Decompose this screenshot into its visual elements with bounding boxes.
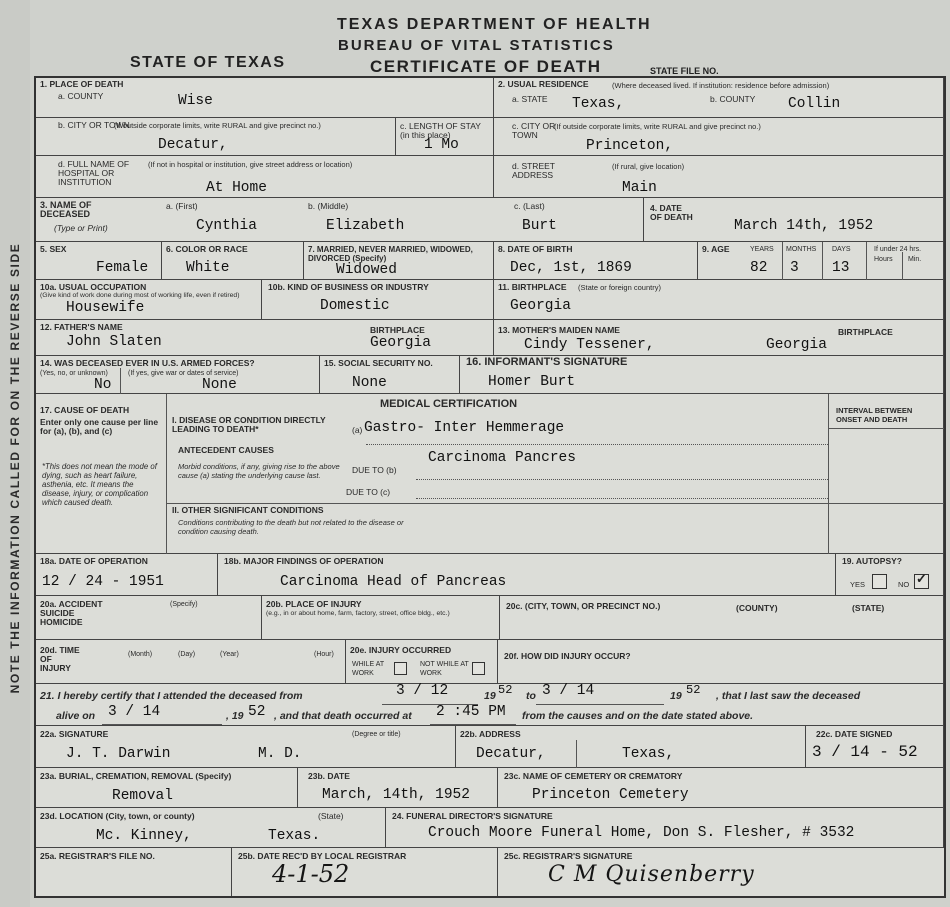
birthplace-label: 11. BIRTHPLACE: [498, 282, 567, 292]
injury-city-box: [500, 596, 944, 640]
injury-occurred-label: 20e. INJURY OCCURRED: [350, 645, 452, 655]
residence-city-label: c. CITY OR TOWN: [512, 121, 556, 140]
registrar-signature-value: C M Quisenberry: [548, 862, 755, 887]
burial-removal-label: 23a. BURIAL, CREMATION, REMOVAL (Specify): [40, 771, 232, 781]
to-year-value: 52: [686, 683, 701, 697]
death-time-value: 2 :45 PM: [436, 704, 506, 720]
birth-date-box: [494, 242, 698, 280]
medical-certification-box: [36, 394, 944, 554]
residence-street-box: [494, 156, 944, 198]
funeral-director-label: 24. FUNERAL DIRECTOR'S SIGNATURE: [392, 811, 553, 821]
death-occurred-label: , and that death occurred at: [274, 710, 412, 722]
death-county-box: [36, 78, 494, 118]
length-of-stay-value: 1 Mo: [424, 137, 459, 153]
deceased-name-label: 3. NAME OF DECEASED: [40, 200, 92, 219]
occupation-box: [36, 280, 262, 320]
interval-label: INTERVAL BETWEEN ONSET AND DEATH: [836, 406, 913, 424]
death-county-value: Wise: [178, 93, 213, 109]
marital-value: Widowed: [336, 262, 397, 278]
removal-box: [36, 768, 298, 808]
age-label: 9. AGE: [702, 244, 730, 254]
from-year-prefix: 19: [484, 690, 496, 702]
alive-on-label: alive on: [56, 710, 96, 722]
cause-b-value: Carcinoma Pancres: [428, 450, 576, 466]
birth-date-value: Dec, 1st, 1869: [510, 260, 632, 276]
due-to-b-label: DUE TO (b): [352, 465, 397, 475]
middle-name-value: Elizabeth: [326, 218, 405, 234]
to-label: to: [526, 690, 536, 702]
birth-date-label: 8. DATE OF BIRTH: [498, 244, 573, 254]
residence-city-value: Princeton,: [586, 138, 674, 154]
degree-label: (Degree or title): [352, 731, 401, 738]
residence-street-label: d. STREET ADDRESS: [512, 161, 555, 180]
death-city-note: (If outside corporate limits, write RURAL and give precinct no.): [114, 121, 321, 130]
operation-date-box: [36, 554, 218, 596]
birthplace-note: (State or foreign country): [578, 283, 661, 292]
occupation-label: 10a. USUAL OCCUPATION: [40, 282, 147, 292]
while-at-work-checkbox[interactable]: [394, 662, 407, 675]
occupation-note: (Give kind of work done during most of working life, even if retired): [40, 292, 240, 299]
date-of-death-label: 4. DATE OF DEATH: [650, 203, 693, 222]
other-conditions-label: II. OTHER SIGNIFICANT CONDITIONS: [172, 505, 324, 515]
autopsy-box: [836, 554, 944, 596]
injury-occurred-box: [346, 640, 498, 684]
physician-signature-label: 22a. SIGNATURE: [40, 729, 109, 739]
due-to-c-label: DUE TO (c): [346, 487, 391, 497]
accident-label: 20a. ACCIDENT SUICIDE HOMICIDE: [40, 599, 103, 627]
autopsy-no-label: NO: [898, 580, 910, 589]
age-years-value: 82: [750, 260, 768, 276]
residence-state-label: a. STATE: [512, 94, 548, 104]
bureau-heading: BUREAU OF VITAL STATISTICS: [338, 37, 615, 54]
sex-box: [36, 242, 162, 280]
funeral-director-value: Crouch Moore Funeral Home, Don S. Flesher, # 3532: [428, 825, 855, 841]
burial-location-box: [36, 808, 386, 848]
marital-label: 7. MARRIED, NEVER MARRIED, WIDOWED, DIVORCED (Specify): [308, 245, 473, 263]
cemetery-box: [498, 768, 944, 808]
burial-removal-value: Removal: [112, 788, 173, 804]
mother-box: [494, 320, 944, 356]
how-injury-box: [498, 640, 944, 684]
deceased-name-box: [36, 198, 644, 242]
date-received-value: 4-1-52: [272, 860, 350, 888]
business-label: 10b. KIND OF BUSINESS OR INDUSTRY: [268, 282, 429, 292]
middle-name-label: b. (Middle): [308, 201, 349, 211]
days-label: DAYS: [832, 246, 851, 253]
informant-box: [460, 356, 944, 394]
while-at-work-label: WHILE AT WORK: [352, 661, 385, 677]
hour-label: (Hour): [314, 651, 334, 658]
cause-of-death-label: 17. CAUSE OF DEATH: [40, 405, 130, 415]
registrar-signature-label: 25c. REGISTRAR'S SIGNATURE: [504, 851, 633, 861]
place-of-injury-box: [262, 596, 500, 640]
operation-findings-label: 18b. MAJOR FINDINGS OF OPERATION: [224, 556, 384, 566]
date-of-death-box: [644, 198, 944, 242]
state-heading: STATE OF TEXAS: [130, 54, 286, 71]
residence-state-box: [494, 78, 944, 118]
accident-box: [36, 596, 262, 640]
year-label: (Year): [220, 651, 239, 658]
physician-address-value: Decatur,: [476, 746, 546, 762]
alive-on-value: 3 / 14: [108, 704, 161, 720]
sex-value: Female: [96, 260, 149, 276]
hospital-box: [36, 156, 494, 198]
to-year-prefix: 19: [670, 690, 682, 702]
time-of-injury-label: 20d. TIME OF INJURY: [40, 645, 80, 673]
other-conditions-note: Conditions contributing to the death but not related to the disease or condition causing death.: [178, 518, 404, 536]
years-label: YEARS: [750, 246, 774, 253]
burial-location-state-value: Texas.: [268, 828, 321, 844]
burial-location-label: 23d. LOCATION (City, town, or county): [40, 811, 195, 821]
hours-label: Hours: [874, 256, 893, 263]
business-box: [262, 280, 494, 320]
certify-text-line-1-end: , that I last saw the deceased: [716, 690, 861, 702]
certify-text-line-1: 21. I hereby certify that I attended the deceased from: [40, 690, 303, 702]
operation-findings-value: Carcinoma Head of Pancreas: [280, 574, 507, 590]
residence-county-value: Collin: [788, 96, 841, 112]
physician-address-label: 22b. ADDRESS: [460, 729, 521, 739]
certificate-title: CERTIFICATE OF DEATH: [370, 57, 602, 76]
residence-state-value: Texas,: [572, 96, 625, 112]
hospital-label: d. FULL NAME OF HOSPITAL OR INSTITUTION: [58, 159, 130, 187]
hospital-note: (If not in hospital or institution, give street address or location): [148, 160, 353, 169]
residence-city-box: [494, 118, 944, 156]
place-of-death-section-label: 1. PLACE OF DEATH: [40, 79, 124, 89]
minutes-label: Min.: [908, 256, 922, 263]
date-received-label: 25b. DATE REC'D BY LOCAL REGISTRAR: [238, 851, 407, 861]
burial-date-label: 23b. DATE: [308, 771, 350, 781]
father-name-label: 12. FATHER'S NAME: [40, 322, 123, 332]
mother-name-label: 13. MOTHER'S MAIDEN NAME: [498, 325, 620, 335]
ssn-value: None: [352, 375, 387, 391]
state-file-no-label: STATE FILE NO.: [650, 66, 719, 76]
cause-a-label: (a): [352, 425, 363, 435]
alive-year-prefix: , 19: [226, 710, 244, 722]
physician-signature-box: [36, 726, 456, 768]
physician-signature-value: J. T. Darwin: [66, 746, 171, 762]
certificate-form: [34, 76, 946, 898]
residence-city-note: (If outside corporate limits, write RURAL and give precinct no.): [554, 122, 761, 131]
birthplace-box: [494, 280, 944, 320]
death-city-box: [36, 118, 396, 156]
certify-text-line-2-end: from the causes and on the date stated above.: [522, 710, 754, 722]
physician-address-box: [456, 726, 806, 768]
not-while-at-work-label: NOT WHILE AT WORK: [420, 661, 469, 677]
physician-degree-value: M. D.: [258, 746, 302, 762]
antecedent-causes-label: ANTECEDENT CAUSES: [178, 445, 274, 455]
physician-address-state: Texas,: [622, 746, 675, 762]
usual-residence-note: (Where deceased lived. If institution: residence before admission): [612, 81, 830, 90]
certification-box: [36, 684, 944, 726]
check-mark-icon: ✓: [916, 571, 927, 586]
cause-of-death-note: Enter only one cause per line for (a), (b), and (c): [40, 417, 159, 436]
injury-county-label: (COUNTY): [736, 603, 778, 613]
race-value: White: [186, 260, 230, 276]
mother-birthplace-value: Georgia: [766, 337, 827, 353]
autopsy-label: 19. AUTOPSY?: [842, 556, 902, 566]
father-name-value: John Slaten: [66, 334, 162, 350]
death-city-label: b. CITY OR TOWN: [58, 120, 130, 130]
informant-label: 16. INFORMANT'S SIGNATURE: [466, 356, 628, 368]
date-received-box: [232, 848, 498, 896]
from-year-value: 52: [498, 683, 513, 697]
side-margin: [0, 0, 30, 907]
sex-label: 5. SEX: [40, 244, 67, 254]
registrar-signature-box: [498, 848, 944, 896]
death-city-value: Decatur,: [158, 137, 228, 153]
disease-label: I. DISEASE OR CONDITION DIRECTLY LEADING TO DEATH*: [172, 415, 326, 434]
not-while-at-work-checkbox[interactable]: [472, 662, 485, 675]
day-label: (Day): [178, 651, 196, 658]
age-box: [698, 242, 944, 280]
residence-street-note: (If rural, give location): [612, 162, 685, 171]
burial-location-state-label: (State): [318, 811, 344, 821]
burial-location-value: Mc. Kinney,: [96, 828, 192, 844]
funeral-director-box: [386, 808, 944, 848]
war-service-value: None: [202, 377, 237, 393]
burial-date-box: [298, 768, 498, 808]
armed-forces-note-1: (Yes, no, or unknown): [40, 370, 108, 377]
attended-to-value: 3 / 14: [542, 683, 595, 699]
morbid-conditions-note: Morbid conditions, if any, giving rise to the above cause (a) stating the underlying cause last.: [178, 462, 340, 480]
mother-name-value: Cindy Tessener,: [524, 337, 655, 353]
date-signed-label: 22c. DATE SIGNED: [816, 729, 893, 739]
informant-value: Homer Burt: [488, 374, 576, 390]
accident-specify-label: (Specify): [170, 601, 198, 608]
operation-date-label: 18a. DATE OF OPERATION: [40, 556, 148, 566]
time-of-injury-box: [36, 640, 346, 684]
father-box: [36, 320, 494, 356]
cemetery-value: Princeton Cemetery: [532, 787, 689, 803]
registrar-file-label: 25a. REGISTRAR'S FILE NO.: [40, 851, 155, 861]
injury-city-label: 20c. (CITY, TOWN, OR PRECINCT NO.): [506, 601, 661, 611]
burial-date-value: March, 14th, 1952: [322, 787, 470, 803]
last-name-value: Burt: [522, 218, 557, 234]
alive-year-value: 52: [248, 704, 266, 720]
father-birthplace-label: BIRTHPLACE: [370, 325, 425, 335]
race-label: 6. COLOR OR RACE: [166, 244, 248, 254]
marital-box: [304, 242, 494, 280]
usual-residence-section-label: 2. USUAL RESIDENCE: [498, 79, 589, 89]
injury-state-label: (STATE): [852, 603, 885, 613]
place-of-injury-label: 20b. PLACE OF INJURY: [266, 599, 362, 609]
first-name-value: Cynthia: [196, 218, 257, 234]
cause-a-value: Gastro- Inter Hemmerage: [364, 420, 565, 436]
hospital-value: At Home: [206, 180, 267, 196]
autopsy-yes-label: YES: [850, 580, 866, 589]
how-injury-label: 20f. HOW DID INJURY OCCUR?: [504, 651, 631, 661]
age-months-value: 3: [790, 260, 799, 276]
age-days-value: 13: [832, 260, 850, 276]
first-name-label: a. (First): [166, 201, 198, 211]
reverse-side-note: NOTE THE INFORMATION CALLED FOR ON THE REVERSE SIDE: [8, 242, 22, 694]
medical-certification-title: MEDICAL CERTIFICATION: [380, 398, 518, 410]
father-birthplace-value: Georgia: [370, 335, 431, 351]
operation-date-value: 12 / 24 - 1951: [42, 574, 164, 590]
armed-forces-box: [36, 356, 320, 394]
cause-of-death-footnote: *This does not mean the mode of dying, such as heart failure, asthenia, etc. It means the disease, injury, or complication which caused death.: [42, 462, 157, 507]
residence-street-value: Main: [622, 180, 657, 196]
attended-from-value: 3 / 12: [396, 683, 449, 699]
residence-county-label: b. COUNTY: [710, 94, 756, 104]
date-signed-box: [806, 726, 944, 768]
autopsy-no-checkbox[interactable]: [914, 571, 929, 589]
armed-forces-label: 14. WAS DECEASED EVER IN U.S. ARMED FORCES?: [40, 358, 255, 368]
ssn-box: [320, 356, 460, 394]
autopsy-yes-checkbox[interactable]: [872, 574, 887, 589]
last-name-label: c. (Last): [514, 201, 545, 211]
place-of-injury-note: (e.g., in or about home, farm, factory, street, office bldg., etc.): [266, 610, 450, 617]
armed-forces-value: No: [94, 377, 112, 393]
length-of-stay-label: c. LENGTH OF STAY (in this place): [400, 121, 481, 140]
race-box: [162, 242, 304, 280]
armed-forces-note-2: (If yes, give war or dates of service): [128, 370, 239, 377]
date-signed-value: 3 / 14 - 52: [812, 743, 918, 761]
month-label: (Month): [128, 651, 153, 658]
date-of-death-value: March 14th, 1952: [734, 218, 874, 234]
under-24-label: If under 24 hrs.: [874, 246, 922, 253]
cemetery-label: 23c. NAME OF CEMETERY OR CREMATORY: [504, 771, 683, 781]
length-of-stay-box: [396, 118, 494, 156]
department-heading: TEXAS DEPARTMENT OF HEALTH: [337, 16, 652, 33]
operation-findings-box: [218, 554, 836, 596]
registrar-file-box: [36, 848, 232, 896]
death-county-label: a. COUNTY: [58, 91, 104, 101]
ssn-label: 15. SOCIAL SECURITY NO.: [324, 358, 433, 368]
business-value: Domestic: [320, 298, 390, 314]
mother-birthplace-label: BIRTHPLACE: [838, 327, 893, 337]
months-label: MONTHS: [786, 246, 817, 253]
birthplace-value: Georgia: [510, 298, 571, 314]
occupation-value: Housewife: [66, 300, 145, 316]
deceased-name-note: (Type or Print): [54, 223, 108, 233]
